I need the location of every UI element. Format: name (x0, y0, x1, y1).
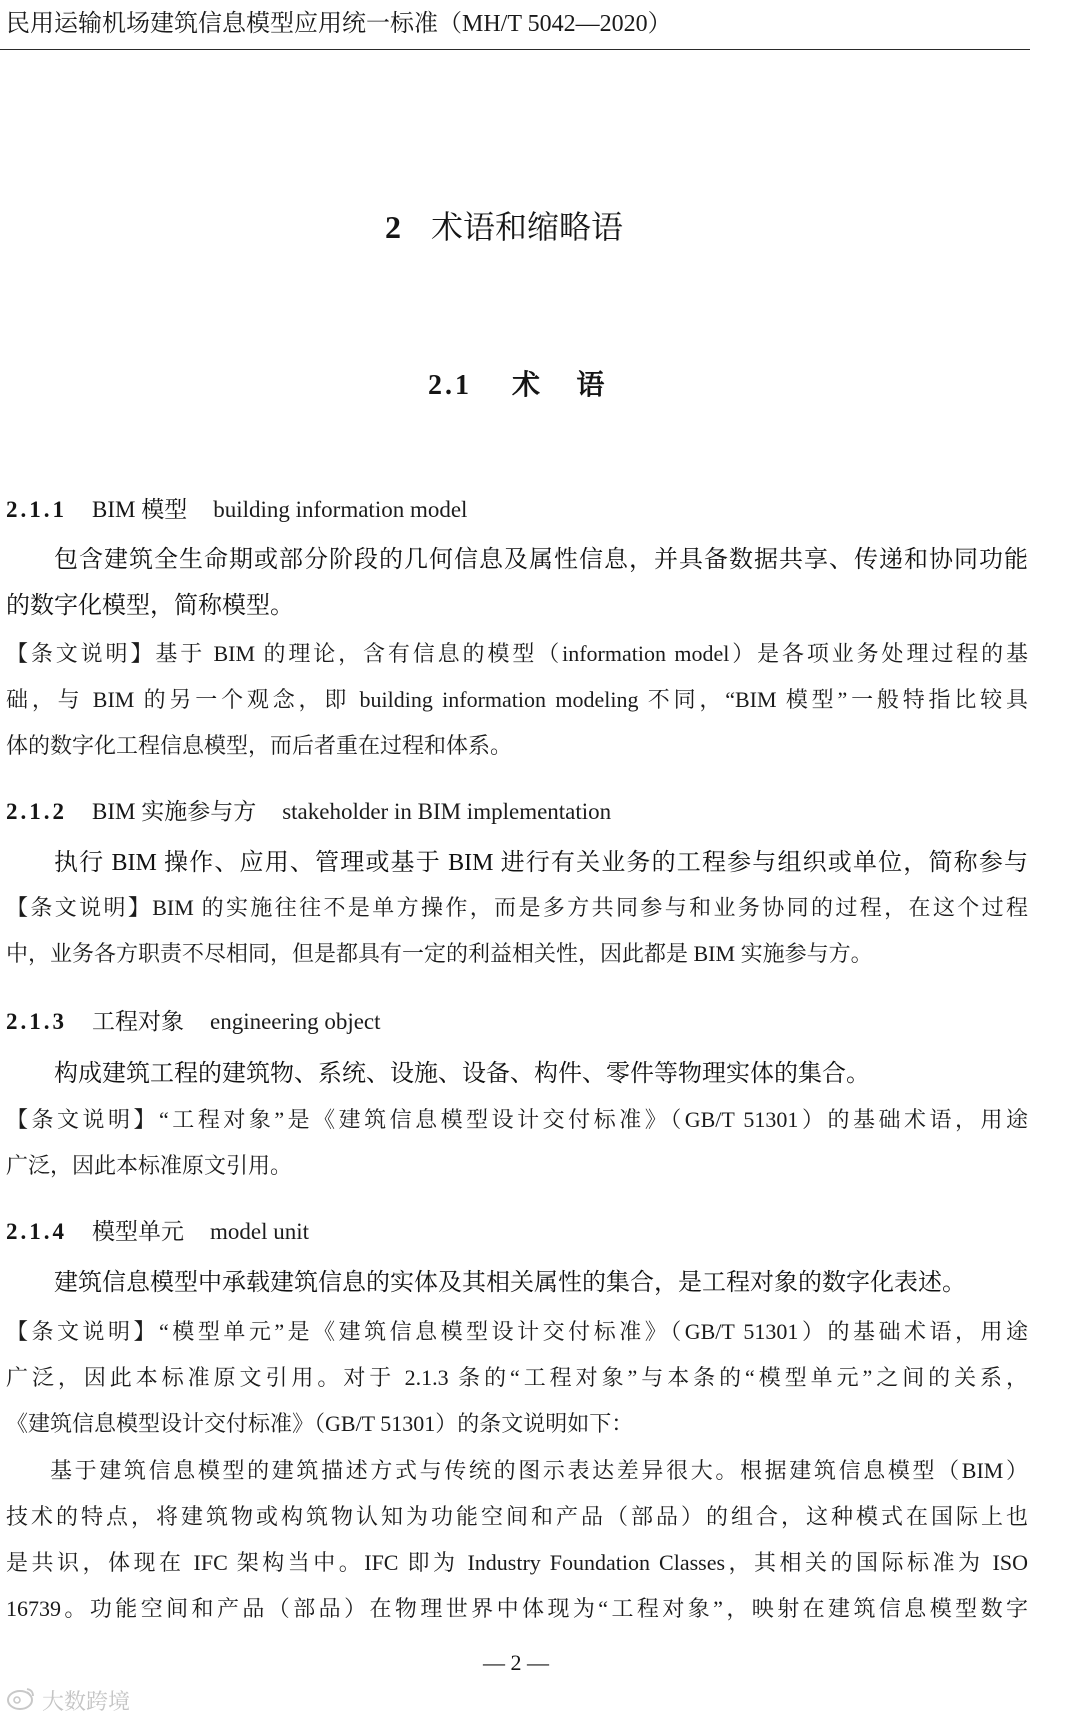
note-line: 础，与 BIM 的另一个观念，即 building information modeling 不同，“BIM 模型”一般特指比较具 (6, 687, 1028, 712)
quote-line: 基于建筑信息模型的建筑描述方式与传统的图示表达差异很大。根据建筑信息模型（BIM） (50, 1458, 1028, 1483)
term-definition (6, 840, 1028, 886)
term-english: engineering object (210, 1009, 381, 1034)
term-note (6, 631, 1028, 769)
quote-line: 技术的特点，将建筑物或构筑物认知为功能空间和产品（部品）的组合，这种模式在国际上也 (6, 1504, 1028, 1529)
definition-line: 建筑信息模型中承载建筑信息的实体及其相关属性的集合，是工程对象的数字化表述。 (54, 1270, 966, 1296)
term-english: stakeholder in BIM implementation (282, 799, 612, 824)
quote-line: 是共识，体现在 IFC 架构当中。IFC 即为 Industry Foundation Classes，其相关的国际标准为 ISO (6, 1550, 1028, 1575)
watermark-text: 大数跨境 (42, 1690, 131, 1715)
chapter-title-text: 术语和缩略语 (431, 209, 624, 245)
term-chinese: 工程对象 (92, 1009, 184, 1034)
term-chinese: BIM 实施参与方 (92, 799, 257, 824)
running-header: 民用运输机场建筑信息模型应用统一标准（MH/T 5042—2020） (6, 11, 672, 37)
note-line: 【条文说明】“模型单元”是《建筑信息模型设计交付标准》（GB/T 51301）的基础术语，用途 (6, 1319, 1028, 1344)
term-chinese: 模型单元 (92, 1219, 184, 1244)
note-line: 体的数字化工程信息模型，而后者重在过程和体系。 (6, 733, 513, 758)
section-title-text: 术语 (512, 370, 641, 401)
quote-line: 16739。功能空间和产品（部品）在物理世界中体现为“工程对象”，映射在建筑信息模型数字 (6, 1596, 1028, 1621)
watermark (6, 1688, 130, 1718)
note-line: 广泛，因此本标准原文引用。对于 2.1.3 条的“工程对象”与本条的“模型单元”之间的关系， (6, 1365, 1028, 1390)
quoted-explanation (6, 1448, 1028, 1632)
term-definition (6, 537, 1028, 629)
note-line: 广泛，因此本标准原文引用。 (6, 1153, 293, 1178)
watermark-logo-icon (6, 1686, 36, 1721)
page-number: — 2 — (483, 1650, 549, 1675)
section-number: 2.1 (428, 370, 472, 401)
term-note (6, 1309, 1028, 1447)
term-number: 2.1.3 (6, 1009, 67, 1034)
term-heading (6, 487, 467, 533)
section-title (428, 366, 641, 406)
term-note (6, 885, 1028, 977)
note-line: 中，业务各方职责不尽相同，但是都具有一定的利益相关性，因此都是 BIM 实施参与方。 (6, 941, 873, 966)
term-number: 2.1.4 (6, 1219, 67, 1244)
chapter-title (385, 205, 623, 249)
term-heading (6, 999, 381, 1045)
term-heading (6, 1209, 309, 1255)
term-heading (6, 789, 611, 835)
term-english: building information model (213, 497, 468, 522)
definition-line: 执行 BIM 操作、应用、管理或基于 BIM 进行有关业务的工程参与组织或单位，简称参与 (54, 850, 1028, 876)
definition-line: 的数字化模型，简称模型。 (6, 593, 294, 619)
definition-line: 包含建筑全生命期或部分阶段的几何信息及属性信息，并具备数据共享、传递和协同功能 (54, 547, 1028, 573)
term-chinese: BIM 模型 (92, 497, 188, 522)
chapter-number: 2 (385, 209, 401, 245)
header-rule (0, 49, 1030, 50)
note-line: 【条文说明】基于 BIM 的理论，含有信息的模型（information model）是各项业务处理过程的基 (6, 641, 1028, 666)
term-english: model unit (210, 1219, 310, 1244)
term-note (6, 1097, 1028, 1189)
term-number: 2.1.1 (6, 497, 67, 522)
note-line: 【条文说明】“工程对象”是《建筑信息模型设计交付标准》（GB/T 51301）的基础术语，用途 (6, 1107, 1028, 1132)
note-line: 《建筑信息模型设计交付标准》（GB/T 51301）的条文说明如下： (6, 1411, 634, 1436)
term-number: 2.1.2 (6, 799, 67, 824)
term-definition (6, 1051, 1028, 1097)
definition-line: 构成建筑工程的建筑物、系统、设施、设备、构件、零件等物理实体的集合。 (54, 1061, 870, 1087)
note-line: 【条文说明】BIM 的实施往往不是单方操作，而是多方共同参与和业务协同的过程，在这个过程 (6, 895, 1028, 920)
term-definition (6, 1260, 1028, 1306)
